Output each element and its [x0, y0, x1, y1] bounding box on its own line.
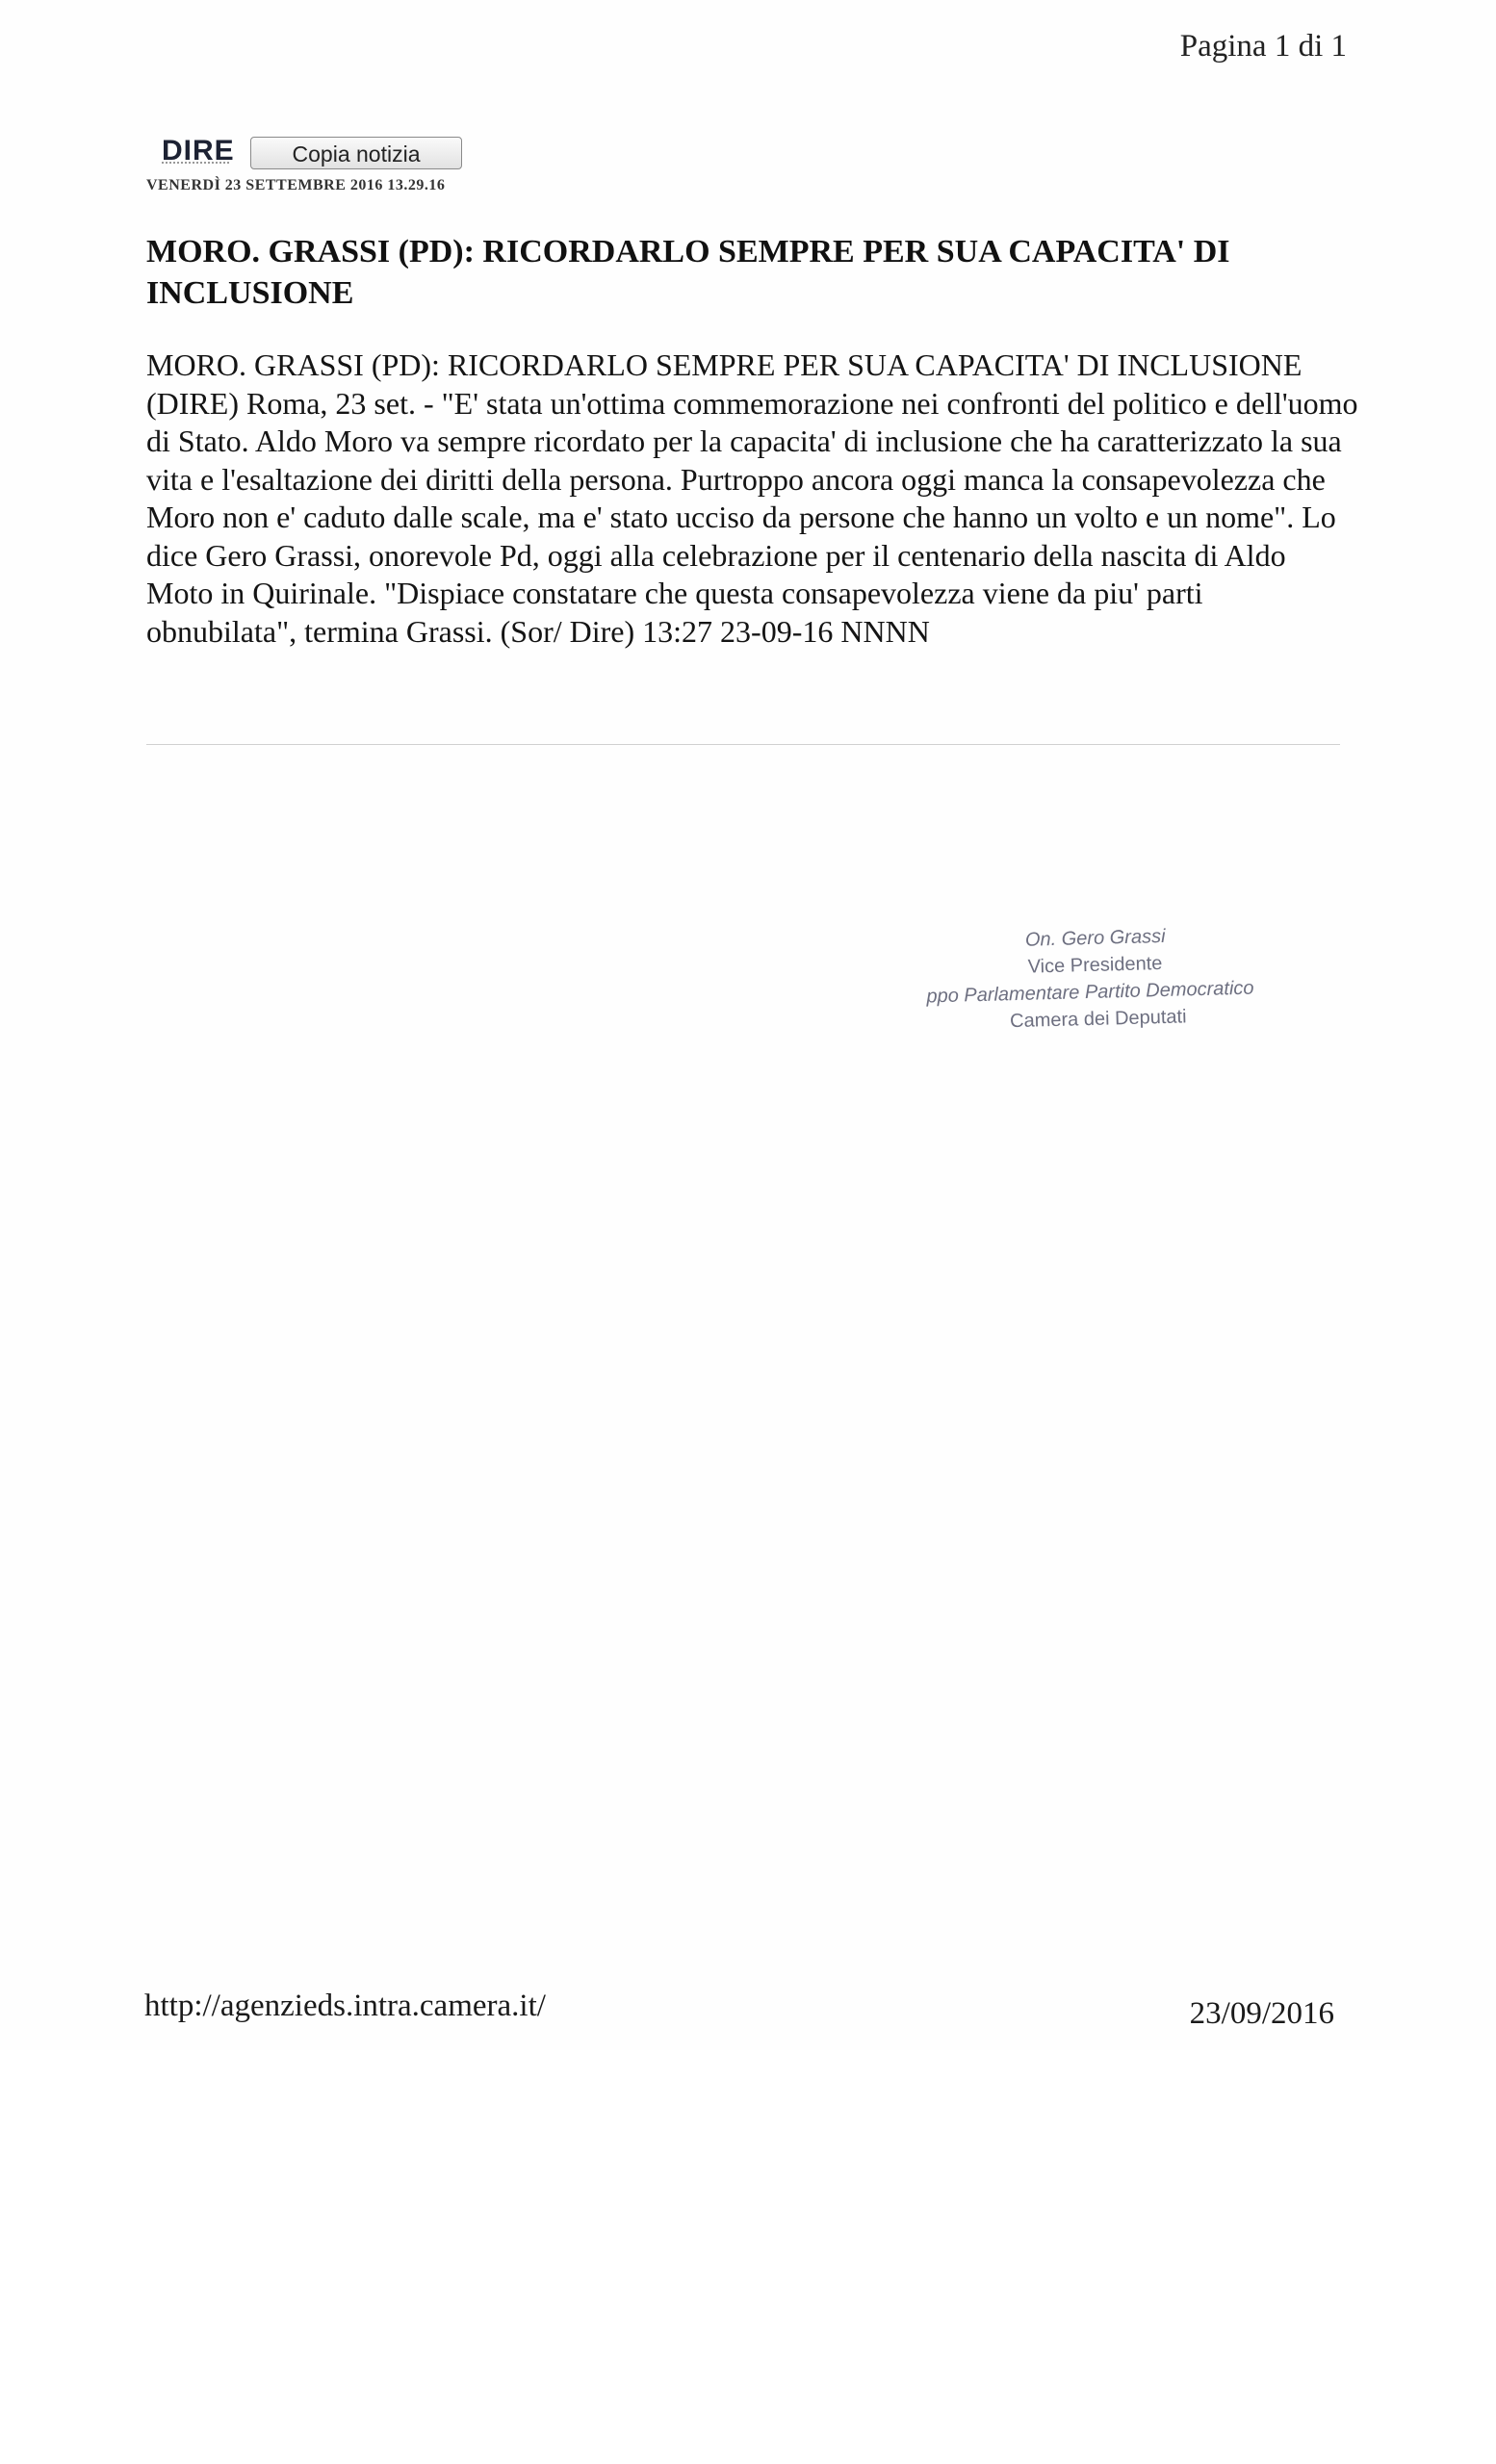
dire-logo: DIRE [162, 135, 235, 167]
stamp-chamber: Camera dei Deputati [1009, 1006, 1187, 1033]
divider [146, 744, 1340, 745]
article-headline: MORO. GRASSI (PD): RICORDARLO SEMPRE PER SUA CAPACITA' DI INCLUSIONE [146, 234, 1230, 311]
office-stamp [904, 918, 1350, 1038]
dateline: VENERDÌ 23 SETTEMBRE 2016 13.29.16 [146, 177, 446, 193]
page-counter: Pagina 1 di 1 [1179, 29, 1347, 64]
copy-news-button[interactable]: Copia notizia [250, 137, 462, 169]
footer-url: http://agenzieds.intra.camera.it/ [144, 1989, 546, 2023]
stamp-group: ppo Parlamentare Partito Democratico [926, 977, 1254, 1008]
logo-tagline-decoration [162, 162, 229, 167]
stamp-role: Vice Presidente [1027, 953, 1163, 978]
article-body: MORO. GRASSI (PD): RICORDARLO SEMPRE PER SUA CAPACITA' DI INCLUSIONE (DIRE) Roma, 23 set. - "E' stata un'ottima commemorazione nei confronti del politico e dell'uomo di Stato. Aldo Moro va sempre ricordato per la capacita' di inclusione che ha caratterizzato la sua vita e l'esaltazione dei diritti della persona. Purtroppo ancora oggi manca la consapevolezza che Moro non e' caduto dalle scale, ma e' stato ucciso da persone che hanno un volto e un nome". Lo dice Gero Grassi, onorevole Pd, oggi alla celebrazione per il centenario della nascita di Aldo Moto in Quirinale. "Dispiace constatare che questa consapevolezza viene da piu' parti obnubilata", termina Grassi. (Sor/ Dire) 13:27 23-09-16 NNNN [146, 347, 1358, 649]
footer-date: 23/09/2016 [1189, 1996, 1334, 2031]
stamp-name: On. Gero Grassi [1024, 925, 1166, 951]
